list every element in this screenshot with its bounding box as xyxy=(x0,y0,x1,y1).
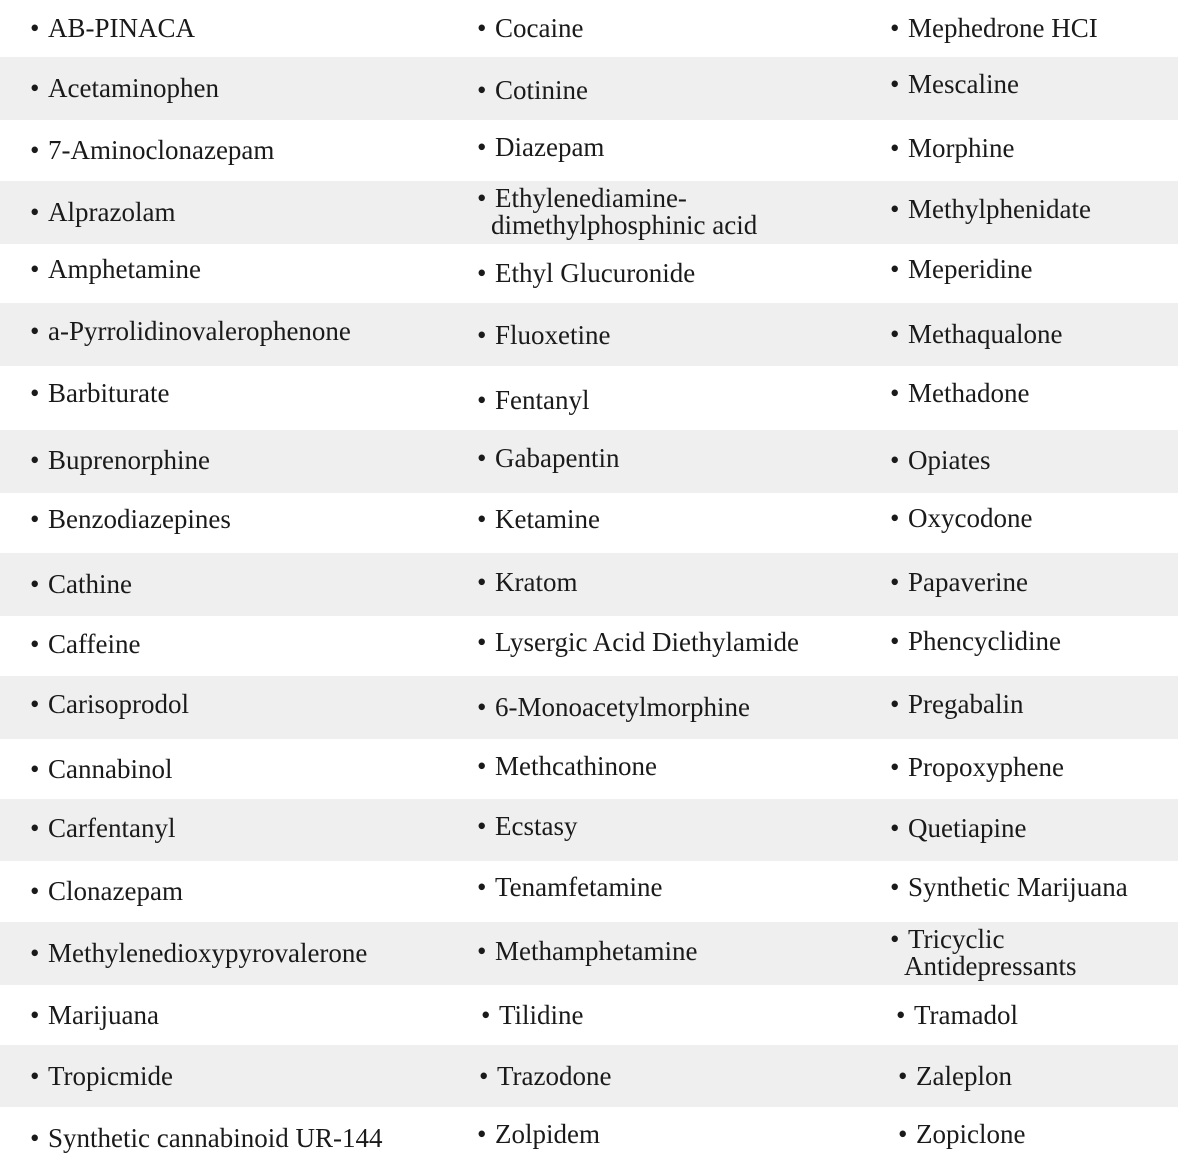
bullet-icon: • xyxy=(30,445,40,475)
bullet-icon: • xyxy=(890,812,900,843)
list-item-text: 7-Aminoclonazepam xyxy=(48,135,275,165)
list-item xyxy=(30,489,470,549)
bullet-icon: • xyxy=(30,503,40,534)
list-item xyxy=(30,1045,470,1107)
list-item-text: Gabapentin xyxy=(495,443,620,473)
bullet-icon: • xyxy=(477,503,487,534)
list-item-text: Acetaminophen xyxy=(48,73,219,103)
table-row xyxy=(0,430,1178,493)
bullet-icon: • xyxy=(30,73,40,103)
list-item xyxy=(477,676,882,739)
list-item-text: Methaqualone xyxy=(908,319,1063,349)
list-item-text: Ketamine xyxy=(495,503,600,534)
list-item-text: Tilidine xyxy=(499,999,584,1030)
bullet-icon: • xyxy=(30,999,40,1030)
bullet-icon: • xyxy=(896,999,906,1030)
table-row xyxy=(0,181,1178,244)
table-row xyxy=(0,922,1178,985)
table-row xyxy=(0,676,1178,739)
bullet-icon: • xyxy=(30,135,40,165)
table-row xyxy=(0,616,1178,676)
bullet-icon: • xyxy=(477,75,487,105)
list-item xyxy=(890,611,1175,671)
list-item xyxy=(30,361,470,425)
list-item-text: Pregabalin xyxy=(908,689,1024,719)
bullet-icon: • xyxy=(30,628,40,659)
list-item xyxy=(477,59,882,122)
list-item-text: Mephedrone HCI xyxy=(908,13,1098,43)
bullet-icon: • xyxy=(477,1119,487,1149)
list-item-text: Cocaine xyxy=(495,13,584,43)
list-item-text: Lysergic Acid Diethylamide xyxy=(495,626,799,657)
list-item xyxy=(898,1105,1178,1164)
list-item-text: Synthetic Marijuana xyxy=(908,872,1128,902)
table-row xyxy=(0,57,1178,120)
list-item-text: Meperidine xyxy=(908,254,1033,284)
list-item-text-line: Antidepressants xyxy=(904,951,1077,981)
bullet-icon: • xyxy=(481,999,491,1030)
table-row xyxy=(0,303,1178,366)
list-item-text: Oxycodone xyxy=(908,502,1033,533)
list-item-text: Quetiapine xyxy=(908,812,1027,843)
bullet-icon: • xyxy=(30,1123,40,1153)
list-item xyxy=(30,429,470,492)
list-item-text: Trazodone xyxy=(497,1060,612,1091)
bullet-icon: • xyxy=(477,443,487,473)
list-item-text: Cannabinol xyxy=(48,753,173,784)
list-item-text: Benzodiazepines xyxy=(48,503,231,534)
list-item xyxy=(890,797,1175,859)
list-item xyxy=(30,1109,470,1168)
bullet-icon: • xyxy=(30,377,40,408)
list-item xyxy=(30,553,470,616)
bullet-icon: • xyxy=(890,194,900,224)
bullet-icon: • xyxy=(898,1119,908,1149)
table-row xyxy=(0,553,1178,616)
list-item xyxy=(890,429,1175,492)
list-item xyxy=(477,0,882,57)
bullet-icon: • xyxy=(477,567,487,597)
list-item xyxy=(890,857,1175,918)
list-item-text: Mescaline xyxy=(908,69,1019,99)
table-row xyxy=(0,0,1178,57)
bullet-icon: • xyxy=(477,320,487,350)
list-item xyxy=(477,736,882,796)
list-item-text: Caffeine xyxy=(48,628,141,659)
list-item-text: Alprazolam xyxy=(48,197,176,227)
list-item-text: Opiates xyxy=(908,445,991,475)
list-item xyxy=(890,488,1175,548)
list-item-text: Phencyclidine xyxy=(908,625,1061,656)
bullet-icon: • xyxy=(890,13,900,43)
list-item xyxy=(477,1105,882,1164)
table-row xyxy=(0,120,1178,181)
list-item-text: Amphetamine xyxy=(48,254,201,284)
list-item-text: Ecstasy xyxy=(495,810,578,841)
list-item xyxy=(477,244,882,303)
list-item-text: Synthetic cannabinoid UR-144 xyxy=(48,1123,383,1153)
list-item xyxy=(30,120,470,181)
table-row xyxy=(0,739,1178,799)
table-row xyxy=(0,861,1178,922)
bullet-icon: • xyxy=(477,810,487,841)
list-item-text: Clonazepam xyxy=(48,876,183,906)
bullet-icon: • xyxy=(30,812,40,843)
list-item-text: Methylphenidate xyxy=(908,194,1091,224)
bullet-icon: • xyxy=(890,319,900,349)
bullet-icon: • xyxy=(890,377,900,408)
bullet-icon: • xyxy=(477,183,487,213)
table-row xyxy=(0,366,1178,430)
bullet-icon: • xyxy=(30,254,40,284)
table-row xyxy=(0,1107,1178,1166)
list-item-text: Buprenorphine xyxy=(48,445,210,475)
list-item-text: Cotinine xyxy=(495,75,588,105)
list-item xyxy=(896,985,1178,1045)
bullet-icon: • xyxy=(890,689,900,719)
list-item-text xyxy=(904,924,1077,981)
bullet-icon: • xyxy=(30,13,40,43)
list-item-text: Barbiturate xyxy=(48,377,170,408)
list-item xyxy=(477,427,882,490)
list-item xyxy=(477,117,882,178)
list-item xyxy=(477,857,882,918)
list-item-text: Fluoxetine xyxy=(495,320,611,350)
list-item xyxy=(890,0,1175,57)
list-item-text: Morphine xyxy=(908,133,1015,163)
list-item xyxy=(477,612,882,672)
list-item xyxy=(479,1045,884,1107)
bullet-icon: • xyxy=(30,316,40,346)
list-item-text: Marijuana xyxy=(48,999,159,1030)
list-item-text: Kratom xyxy=(495,567,578,597)
list-item xyxy=(890,303,1175,366)
list-item-text: Papaverine xyxy=(908,567,1028,597)
bullet-icon: • xyxy=(30,197,40,227)
list-item-text: Methylenedioxypyrovalerone xyxy=(48,938,368,968)
list-item xyxy=(890,118,1175,179)
list-item xyxy=(30,240,470,299)
bullet-icon: • xyxy=(890,254,900,284)
list-item xyxy=(890,178,1175,241)
list-item xyxy=(890,737,1175,797)
list-item xyxy=(890,551,1175,614)
list-item xyxy=(30,739,470,799)
list-item xyxy=(30,300,470,363)
bullet-icon: • xyxy=(30,753,40,784)
list-item xyxy=(890,922,1175,989)
list-item xyxy=(30,797,470,859)
bullet-icon: • xyxy=(30,689,40,719)
list-item-text-line: dimethylphosphinic acid xyxy=(491,210,758,240)
bullet-icon: • xyxy=(890,502,900,533)
list-item xyxy=(30,861,470,922)
list-item-text: Zopiclone xyxy=(916,1119,1026,1149)
list-item xyxy=(30,614,470,674)
list-item-text: Propoxyphene xyxy=(908,751,1064,782)
list-item-text: Carisoprodol xyxy=(48,689,189,719)
bullet-icon: • xyxy=(890,872,900,902)
table-row xyxy=(0,799,1178,861)
bullet-icon: • xyxy=(479,1060,489,1091)
bullet-icon: • xyxy=(30,876,40,906)
list-item xyxy=(477,489,882,549)
list-item xyxy=(30,57,470,120)
list-item-text: Methadone xyxy=(908,377,1030,408)
list-item xyxy=(477,920,882,983)
list-item xyxy=(477,795,882,857)
list-item-text: Zolpidem xyxy=(495,1119,600,1149)
bullet-icon: • xyxy=(477,626,487,657)
list-item-text: Methcathinone xyxy=(495,750,657,781)
bullet-icon: • xyxy=(898,1060,908,1091)
list-item xyxy=(890,240,1175,299)
list-item-text: a-Pyrrolidinovalerophenone xyxy=(48,316,351,346)
bullet-icon: • xyxy=(890,567,900,597)
list-item-text-line: Tricyclic xyxy=(908,924,1005,954)
list-item xyxy=(477,368,882,432)
bullet-icon: • xyxy=(477,258,487,288)
list-item-text: Carfentanyl xyxy=(48,812,176,843)
list-item-text-line: Ethylenediamine- xyxy=(495,183,687,213)
table-row xyxy=(0,985,1178,1045)
bullet-icon: • xyxy=(477,132,487,162)
list-item xyxy=(481,985,886,1045)
bullet-icon: • xyxy=(30,938,40,968)
list-item-text: Tramadol xyxy=(914,999,1019,1030)
list-item-text: Ethyl Glucuronide xyxy=(495,258,696,288)
table-row xyxy=(0,493,1178,553)
list-item xyxy=(477,181,882,248)
list-item xyxy=(30,985,470,1045)
list-item-text: AB-PINACA xyxy=(48,13,196,43)
list-item xyxy=(477,304,882,367)
list-item-text: Zaleplon xyxy=(916,1060,1012,1091)
list-item-text: Tropicmide xyxy=(48,1060,174,1091)
list-item xyxy=(30,922,470,985)
list-item-text: 6-Monoacetylmorphine xyxy=(495,692,750,722)
bullet-icon: • xyxy=(890,751,900,782)
list-item-text: Fentanyl xyxy=(495,384,590,415)
bullet-icon: • xyxy=(477,692,487,722)
list-item-text xyxy=(491,183,758,240)
bullet-icon: • xyxy=(477,384,487,415)
list-item xyxy=(890,53,1175,116)
bullet-icon: • xyxy=(477,750,487,781)
list-item xyxy=(30,673,470,736)
list-item-text: Diazepam xyxy=(495,132,605,162)
bullet-icon: • xyxy=(890,69,900,99)
bullet-icon: • xyxy=(477,936,487,966)
bullet-icon: • xyxy=(477,872,487,902)
list-item-text: Tenamfetamine xyxy=(495,872,663,902)
list-item xyxy=(890,673,1175,736)
table-row xyxy=(0,1045,1178,1107)
bullet-icon: • xyxy=(890,924,900,954)
bullet-icon: • xyxy=(890,625,900,656)
bullet-icon: • xyxy=(30,1060,40,1091)
list-item-text: Cathine xyxy=(48,569,132,599)
list-item xyxy=(477,551,882,614)
table-row xyxy=(0,244,1178,303)
bullet-icon: • xyxy=(30,569,40,599)
list-item xyxy=(30,0,470,57)
list-item xyxy=(30,181,470,244)
list-item xyxy=(898,1045,1178,1107)
bullet-icon: • xyxy=(890,445,900,475)
bullet-icon: • xyxy=(890,133,900,163)
bullet-icon: • xyxy=(477,13,487,43)
list-item xyxy=(890,361,1175,425)
list-item-text: Methamphetamine xyxy=(495,936,698,966)
